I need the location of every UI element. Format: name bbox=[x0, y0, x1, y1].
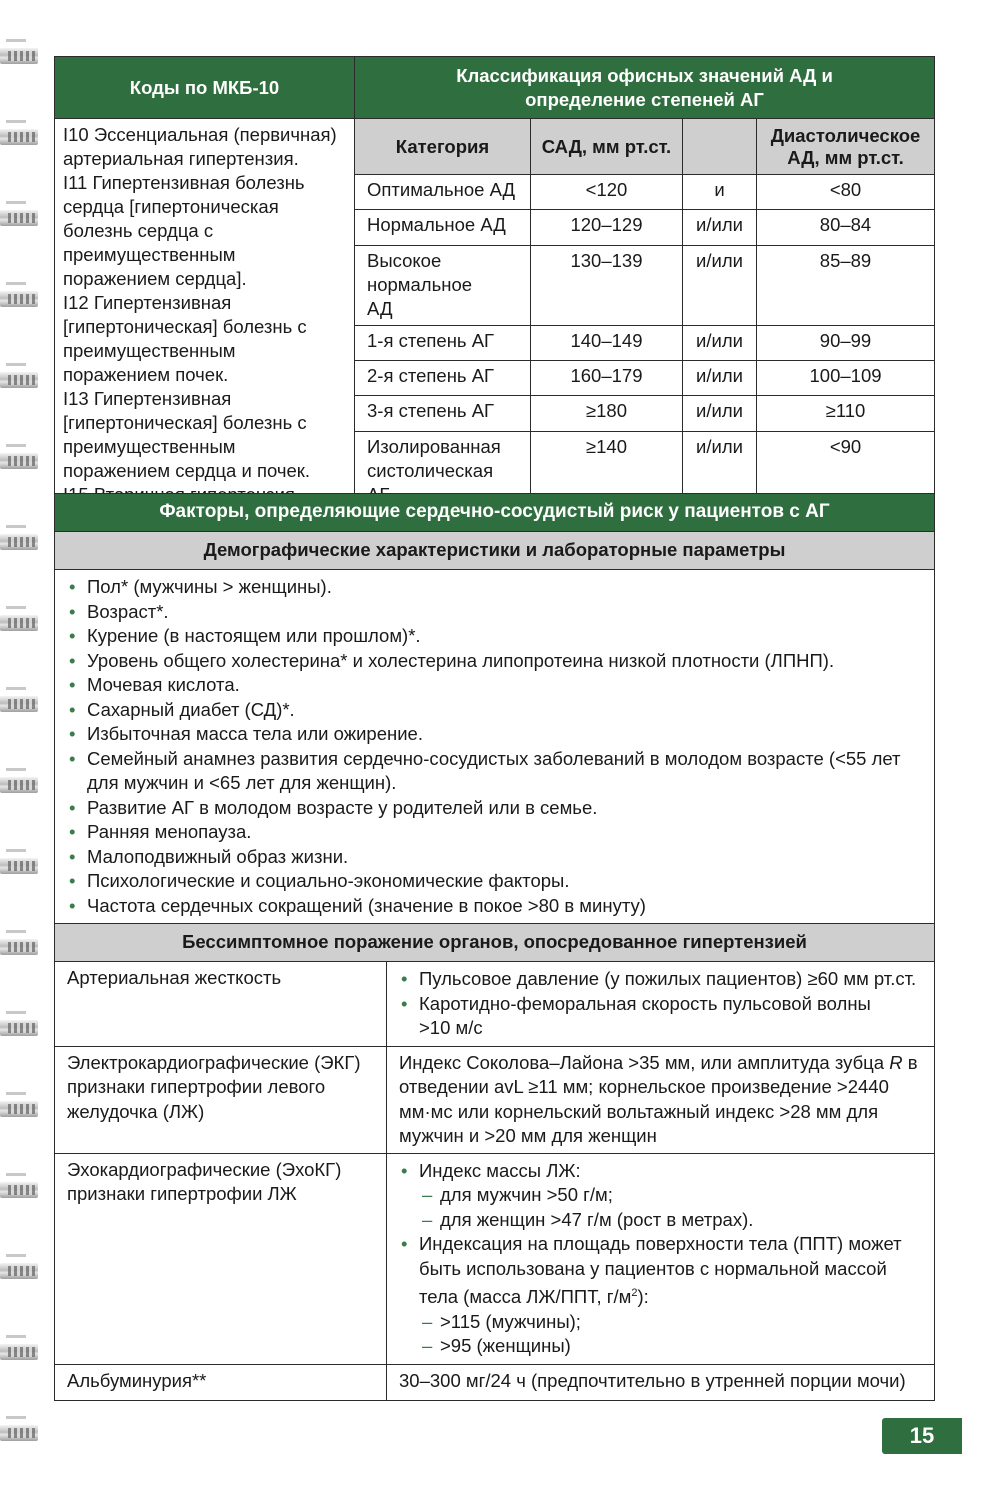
bp-conj: и/или bbox=[683, 431, 757, 511]
bsa-index-text: ): bbox=[637, 1286, 649, 1308]
sub-item: – для женщин >47 г/м (рост в метрах). bbox=[419, 1208, 923, 1233]
table-row bbox=[55, 962, 935, 1047]
arterial-stiffness-criteria bbox=[387, 962, 935, 1047]
ecg-r-wave: R bbox=[889, 1051, 903, 1073]
bp-conj: и/или bbox=[683, 326, 757, 361]
bp-sad: ≥180 bbox=[531, 396, 683, 431]
demographics-section-header: Демографические характеристики и лабораторные параметры bbox=[55, 532, 935, 570]
bp-category: 2-я степень АГ bbox=[355, 361, 531, 396]
bp-conj: и bbox=[683, 175, 757, 210]
bp-sad: 120–129 bbox=[531, 210, 683, 245]
icd-bp-classification-table bbox=[54, 56, 935, 512]
table-row bbox=[55, 1153, 935, 1364]
bp-conj: и/или bbox=[683, 396, 757, 431]
bp-sad: <120 bbox=[531, 175, 683, 210]
sub-item: – >115 (мужчины); bbox=[419, 1310, 923, 1335]
binding-ring bbox=[0, 852, 40, 880]
binding-ring bbox=[0, 690, 40, 718]
ecg-lvh-label: Электрокардиографические (ЭКГ) признаки гипертрофии левого желудочка (ЛЖ) bbox=[55, 1046, 387, 1153]
bsa-index-text: Индексация на площадь поверхности тела (ППТ) может быть использована у пациентов с нормальной массой тела (масса ЛЖ/ППТ, г/м bbox=[419, 1233, 902, 1308]
echo-lvh-label: Эхокардиографические (ЭхоКГ) признаки гипертрофии ЛЖ bbox=[55, 1153, 387, 1364]
binding-ring bbox=[0, 204, 40, 232]
col-header-dad: Диастолическое АД, мм рт.ст. bbox=[757, 119, 935, 175]
list-item: • Пульсовое давление (у пожилых пациентов) ≥60 мм рт.ст. bbox=[398, 967, 923, 992]
organ-damage-section-header: Бессимптомное поражение органов, опосредованное гипертензией bbox=[55, 924, 935, 962]
list-item: • Частота сердечных сокращений (значение в покое >80 в минуту) bbox=[66, 894, 923, 919]
risk-factors-title: Факторы, определяющие сердечно-сосудистый риск у пациентов с АГ bbox=[55, 494, 935, 532]
bp-dad: 85–89 bbox=[757, 245, 935, 325]
list-item: • Возраст*. bbox=[66, 600, 923, 625]
bp-category: Оптимальное АД bbox=[355, 175, 531, 210]
bp-sad: ≥140 bbox=[531, 431, 683, 511]
superscript: 2 bbox=[631, 1287, 638, 1299]
list-item: • Сахарный диабет (СД)*. bbox=[66, 698, 923, 723]
echo-lvh-criteria bbox=[387, 1153, 935, 1364]
col-header-category: Категория bbox=[355, 119, 531, 175]
binding-ring bbox=[0, 609, 40, 637]
bp-dad: 100–109 bbox=[757, 361, 935, 396]
bp-category: Изолированная систолическая bbox=[355, 431, 531, 511]
bp-dad: <90 bbox=[757, 431, 935, 511]
binding-ring bbox=[0, 1095, 40, 1123]
icd-code-item: I13 Гипертензивная [гипертоническая] болезнь с преимущественным поражением сердца и почек. bbox=[63, 388, 311, 481]
sub-item: – для мужчин >50 г/м; bbox=[419, 1183, 923, 1208]
col-header-conj bbox=[683, 119, 757, 175]
icd-code-item: I11 Гипертензивная болезнь сердца [гипертоническая болезнь сердца с преимущественным поражением сердца]. bbox=[63, 172, 305, 289]
binding-ring bbox=[0, 933, 40, 961]
demographic-factors-list bbox=[56, 571, 933, 922]
list-item: • Пол* (мужчины > женщины). bbox=[66, 575, 923, 600]
bp-conj: и/или bbox=[683, 361, 757, 396]
col-header-sad: САД, мм рт.ст. bbox=[531, 119, 683, 175]
page-number: 15 bbox=[882, 1418, 962, 1454]
albuminuria-label: Альбуминурия** bbox=[55, 1364, 387, 1400]
binding-ring bbox=[0, 42, 40, 70]
binding-ring bbox=[0, 1338, 40, 1366]
binding-ring bbox=[0, 528, 40, 556]
cv-risk-factors-table bbox=[54, 493, 935, 1401]
bp-dad: 80–84 bbox=[757, 210, 935, 245]
list-item: • Избыточная масса тела или ожирение. bbox=[66, 722, 923, 747]
table-row bbox=[55, 1364, 935, 1400]
bp-dad: ≥110 bbox=[757, 396, 935, 431]
demographic-factors-cell bbox=[55, 570, 935, 924]
icd-code-item: I10 Эссенциальная (первичная) артериальная гипертензия. bbox=[63, 124, 337, 169]
list-item: • Мочевая кислота. bbox=[66, 673, 923, 698]
binding-ring bbox=[0, 1176, 40, 1204]
bp-sad: 130–139 bbox=[531, 245, 683, 325]
list-item: • Каротидно-феморальная скорость пульсовой волны >10 м/с bbox=[398, 992, 923, 1041]
list-item bbox=[398, 1232, 923, 1359]
bp-classification-header: Классификация офисных значений АД и определение степеней АГ bbox=[355, 57, 935, 119]
ecg-lvh-criteria bbox=[387, 1046, 935, 1153]
binding-ring bbox=[0, 1257, 40, 1285]
binding-ring bbox=[0, 771, 40, 799]
lv-mass-index-label: Индекс массы ЛЖ: bbox=[419, 1159, 581, 1181]
icd-code-item: I12 Гипертензивная [гипертоническая] болезнь с преимущественным поражением почек. bbox=[63, 292, 307, 385]
bp-category: Высокое нормальное АД bbox=[355, 245, 531, 325]
bp-conj: и/или bbox=[683, 245, 757, 325]
albuminuria-criteria: 30–300 мг/24 ч (предпочтительно в утренней порции мочи) bbox=[387, 1364, 935, 1400]
binding-ring bbox=[0, 285, 40, 313]
table-row bbox=[55, 1046, 935, 1153]
list-item: • Семейный анамнез развития сердечно-сосудистых заболеваний в молодом возрасте (<55 лет для мужчин и <65 лет для женщин). bbox=[66, 747, 923, 796]
bp-conj: и/или bbox=[683, 210, 757, 245]
ecg-text: Индекс Соколова–Лайона >35 мм, или амплитуда зубца bbox=[399, 1051, 890, 1073]
list-item: • Ранняя менопауза. bbox=[66, 820, 923, 845]
binding-ring bbox=[0, 1014, 40, 1042]
bp-sad: 140–149 bbox=[531, 326, 683, 361]
bp-category: Нормальное АД bbox=[355, 210, 531, 245]
bp-dad: 90–99 bbox=[757, 326, 935, 361]
icd-codes-header: Коды по МКБ-10 bbox=[55, 57, 355, 119]
binding-ring bbox=[0, 1419, 40, 1447]
list-item: • Развитие АГ в молодом возрасте у родителей или в семье. bbox=[66, 796, 923, 821]
binding-ring bbox=[0, 123, 40, 151]
list-item: • Психологические и социально-экономические факторы. bbox=[66, 869, 923, 894]
bp-category: 1-я степень АГ bbox=[355, 326, 531, 361]
list-item: • Уровень общего холестерина* и холестерина липопротеина низкой плотности (ЛПНП). bbox=[66, 649, 923, 674]
binding-ring bbox=[0, 447, 40, 475]
arterial-stiffness-label: Артериальная жесткость bbox=[55, 962, 387, 1047]
list-item: • Малоподвижный образ жизни. bbox=[66, 845, 923, 870]
sub-item: – >95 (женщины) bbox=[419, 1334, 923, 1359]
list-item bbox=[398, 1159, 923, 1233]
bp-category: 3-я степень АГ bbox=[355, 396, 531, 431]
bp-sad: 160–179 bbox=[531, 361, 683, 396]
spiral-binding bbox=[0, 40, 42, 1460]
list-item: • Курение (в настоящем или прошлом)*. bbox=[66, 624, 923, 649]
binding-ring bbox=[0, 366, 40, 394]
ecg-text: в отведении avL ≥11 мм; корнельское произведение >2440 мм·мс или корнельский вольтажный индекс >28 мм для мужчин и >20 мм для женщин bbox=[399, 1051, 918, 1146]
bp-dad: <80 bbox=[757, 175, 935, 210]
icd-codes-list bbox=[55, 119, 355, 512]
